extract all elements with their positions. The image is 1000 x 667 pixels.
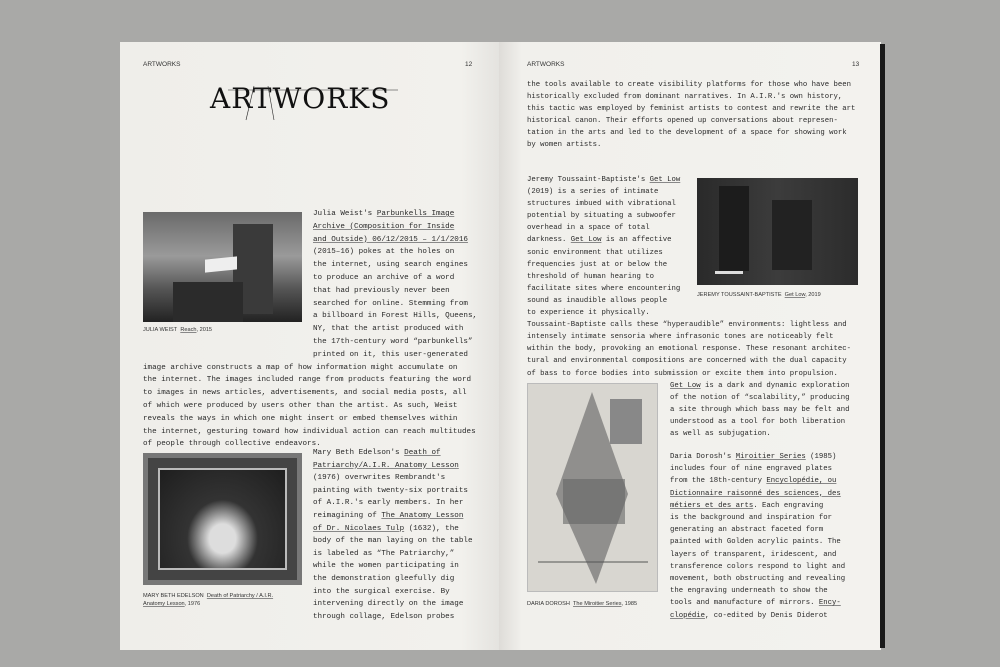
text-line [527,103,855,115]
text-segment: (1976) overwrites Rembrandt's [313,474,446,483]
text-segment: into the surgical exercise. By [313,587,450,596]
title-link: Archive (Composition for Inside [313,222,455,231]
text-line [527,343,851,355]
text-line [527,331,851,343]
text-segment: frequencies just at or below the [527,260,668,269]
text-line [143,413,477,426]
edelson-collage-image [143,453,302,585]
weist-caption: JULIA WEIST Reach, 2015 [143,327,213,333]
text-line [313,485,473,498]
text-segment: of which were produced by users other than the artist. As such, Weist [143,401,458,410]
text-segment: by women artists. [527,141,602,150]
text-line [527,115,855,127]
text-line [143,387,477,400]
text-line [143,426,477,439]
text-segment: to produce an archive of a word [313,273,455,282]
text-segment: the tools available to create visibility platforms for those who have been [527,81,852,89]
text-line [313,259,477,272]
text-segment: to experience it physically. [527,309,650,318]
text-segment: sonic environment that utilizes [527,248,663,257]
text-segment: . Each engraving [753,501,824,510]
text-segment: this tactic was employed by feminist artists to contest and rewrite the art [527,105,856,114]
text-line [313,598,473,611]
text-segment: reimagining of [313,511,382,520]
text-line [313,310,477,323]
dorosh-caption: DARIA DOROSH The Miroitier Series, 1985 [527,601,638,607]
title-link: Get Low [570,236,602,245]
title-link: Get Low [670,381,701,390]
text-segment: overhead in a space of total [527,224,650,233]
text-line [527,79,855,91]
text-segment: searched for online. Stemming from [313,299,468,308]
title-link: Parbunkells Image [376,210,455,218]
text-line [313,560,473,573]
text-line [527,247,851,259]
text-line [527,210,851,222]
text-segment: Mary Beth Edelson's [313,449,405,457]
page-title: ARTWORKS [210,82,391,115]
text-segment: of A.I.R.'s early members. In her [313,499,464,508]
text-line [527,234,851,246]
text-line [670,585,845,597]
text-segment: (1985) [805,453,837,461]
weist-reach-photo [143,212,302,322]
text-segment: (1632), the [404,524,459,533]
text-line [313,349,477,362]
text-segment: from the 18th-century [670,477,767,486]
booklet-edge [880,44,885,648]
page-number: 12 [465,61,473,68]
text-segment: darkness. [527,236,571,245]
text-segment: is the background and inspiration for [670,514,833,523]
text-segment: Julia Weist's [313,210,377,218]
text-segment: includes four of nine engraved plates [670,465,833,474]
text-segment: the internet. The images included range from products featuring the word [143,376,472,385]
text-segment: body of the man laying on the table [313,537,473,546]
text-segment: of the notion of “scalability,” producing [670,393,850,402]
title-link: Get Low [649,176,681,184]
title-link: Ency- [818,599,841,608]
page-number: 13 [852,61,860,68]
text-line [527,295,851,307]
text-segment: transference colors respond to light and [670,562,846,571]
edelson-caption: MARY BETH EDELSON Death of Patriarchy / A.I.R. Anatomy Lesson, 1976 [143,593,274,607]
text-segment: intervening directly on the image [313,600,464,609]
text-segment: Daria Dorosh's [670,453,736,461]
title-link: Death of [404,449,441,457]
title-slash-strokes [208,80,408,125]
text-line [313,548,473,561]
text-segment: a site through which bass may be felt and [670,405,850,414]
text-segment: (2015–16) pokes at the holes on [313,248,455,257]
text-line [670,536,845,548]
text-line [670,610,845,622]
text-line [670,488,845,500]
text-line [527,198,851,210]
text-segment: that had previously never been [313,286,450,295]
text-line [670,549,845,561]
text-line [527,174,851,186]
text-segment: printed on it, this user-generated [313,350,468,359]
text-segment: generating an abstract faceted form [670,526,824,535]
text-line [527,186,851,198]
text-segment: reveals the ways in which one might insert or embed themselves within [143,414,458,423]
intro-paragraph [527,79,855,152]
dorosh-engraving-image [527,383,658,592]
text-segment: of people through collective endeavors. [143,440,321,449]
running-header: ARTWORKS [143,61,181,68]
text-line [670,561,845,573]
text-line [313,586,473,599]
text-line [313,573,473,586]
text-segment: tools and manufacture of mirrors. [670,599,819,608]
text-line [313,246,477,259]
text-line [313,611,473,624]
text-segment: layers of transparent, iridescent, and [670,550,837,559]
text-segment: is an affective [601,236,672,245]
text-line [313,447,473,460]
title-link: clopédie [670,611,706,620]
text-segment: while the women participating in [313,562,459,571]
running-header: ARTWORKS [527,61,565,68]
text-segment: potential by situating a subwoofer [527,212,676,221]
title-link: and Outside) 06/12/2015 – 1/1/2016 [313,235,468,244]
text-line [143,362,477,375]
toussaint-caption: JEREMY TOUSSAINT-BAPTISTE Get Low, 2019 [697,292,821,298]
text-line [527,319,851,331]
text-segment: tation in the arts and led to the development of a space for showing work [527,129,847,138]
title-link: Encyclopédie, ou [766,477,837,486]
text-line [670,500,845,512]
left-page [120,42,499,650]
text-line [313,323,477,336]
text-segment: the engraving underneath to show the [670,587,828,596]
text-segment: structures imbued with vibrational [527,200,676,209]
text-segment: a billboard in Forest Hills, Queens, [313,312,478,321]
text-line [527,127,855,139]
text-segment: image archive constructs a map of how information might accumulate on [143,363,458,372]
text-segment: is labeled as “The Patriarchy,” [313,549,455,558]
text-line [143,374,477,387]
text-segment: historically excluded from dominant narratives. In A.I.R.'s own history, [527,93,843,102]
text-segment: is a dark and dynamic exploration [700,381,850,390]
text-line [313,208,477,221]
text-line [313,523,473,536]
text-line [527,271,851,283]
text-line [313,510,473,523]
text-line [670,451,845,463]
text-line [670,463,845,475]
text-segment: as well as subjugation. [670,429,771,438]
text-segment: , co-edited by Denis Diderot [705,611,828,620]
text-line [313,535,473,548]
text-segment: threshold of human hearing to [527,272,654,281]
title-link: Patriarchy/A.I.R. Anatomy Lesson [313,461,459,470]
text-line [313,472,473,485]
text-line [527,283,851,295]
text-line [313,234,477,247]
text-line [313,285,477,298]
text-line [143,400,477,413]
text-segment: NY, that the artist produced with [313,325,464,334]
text-line [313,460,473,473]
text-segment: the demonstration gleefully dig [313,574,455,583]
dorosh-paragraph [670,451,845,622]
title-link: Miroitier Series [735,453,806,461]
title-link: The Anatomy Lesson [381,511,464,520]
text-segment: Toussaint-Baptiste calls these “hyperaudible” environments: lightless and [527,321,847,330]
text-segment: movement, both obstructing and revealing [670,575,846,584]
text-segment: the 17th-century word “parbunkells” [313,337,473,346]
text-line [527,139,855,151]
text-line [527,91,855,103]
text-segment: painted with Golden acrylic paints. The [670,538,841,547]
text-line [670,475,845,487]
text-line [527,355,851,367]
text-segment: within the body, provoking an emotional response. These resonant architec- [527,345,852,354]
text-segment: sound as inaudible allows people [527,296,668,305]
text-line [313,497,473,510]
text-line [670,597,845,609]
text-line [527,307,851,319]
text-segment: historical canon. Their efforts opened up conversations about represen- [527,117,838,126]
text-line [527,368,851,380]
text-line [527,222,851,234]
title-link: Dictionnaire raisonné des sciences, des [670,489,841,498]
text-line [670,524,845,536]
text-segment: tural and environmental compositions are concerned with the dual capacity [527,357,847,366]
text-line [313,298,477,311]
edelson-paragraph [313,447,473,623]
text-line [670,573,845,585]
text-segment: intensely intimate sensoria where infrasonic tones are noticeably felt [527,333,834,342]
text-line [313,272,477,285]
text-segment: the internet, gesturing toward how individual action can reach multitudes [143,427,476,436]
text-segment: painting with twenty-six portraits [313,486,468,495]
text-segment: Jeremy Toussaint-Baptiste's [527,176,650,184]
text-segment: to images in news articles, advertisements, and social media posts, all [143,389,467,398]
title-link: of Dr. Nicolaes Tulp [313,524,405,533]
text-line [313,336,477,349]
text-segment: through collage, Edelson probes [313,612,455,621]
text-line [313,221,477,234]
text-line [527,259,851,271]
text-segment: facilitate sites where encountering [527,284,681,293]
text-segment: understood as a tool for both liberation [670,417,846,426]
text-segment: of bass to force bodies into submission or excite them into propulsion. [527,369,838,378]
title-link: métiers et des arts [670,501,754,510]
text-line [670,512,845,524]
text-segment: (2019) is a series of intimate [527,188,659,197]
text-segment: the internet, using search engines [313,261,468,270]
right-page [499,42,881,650]
